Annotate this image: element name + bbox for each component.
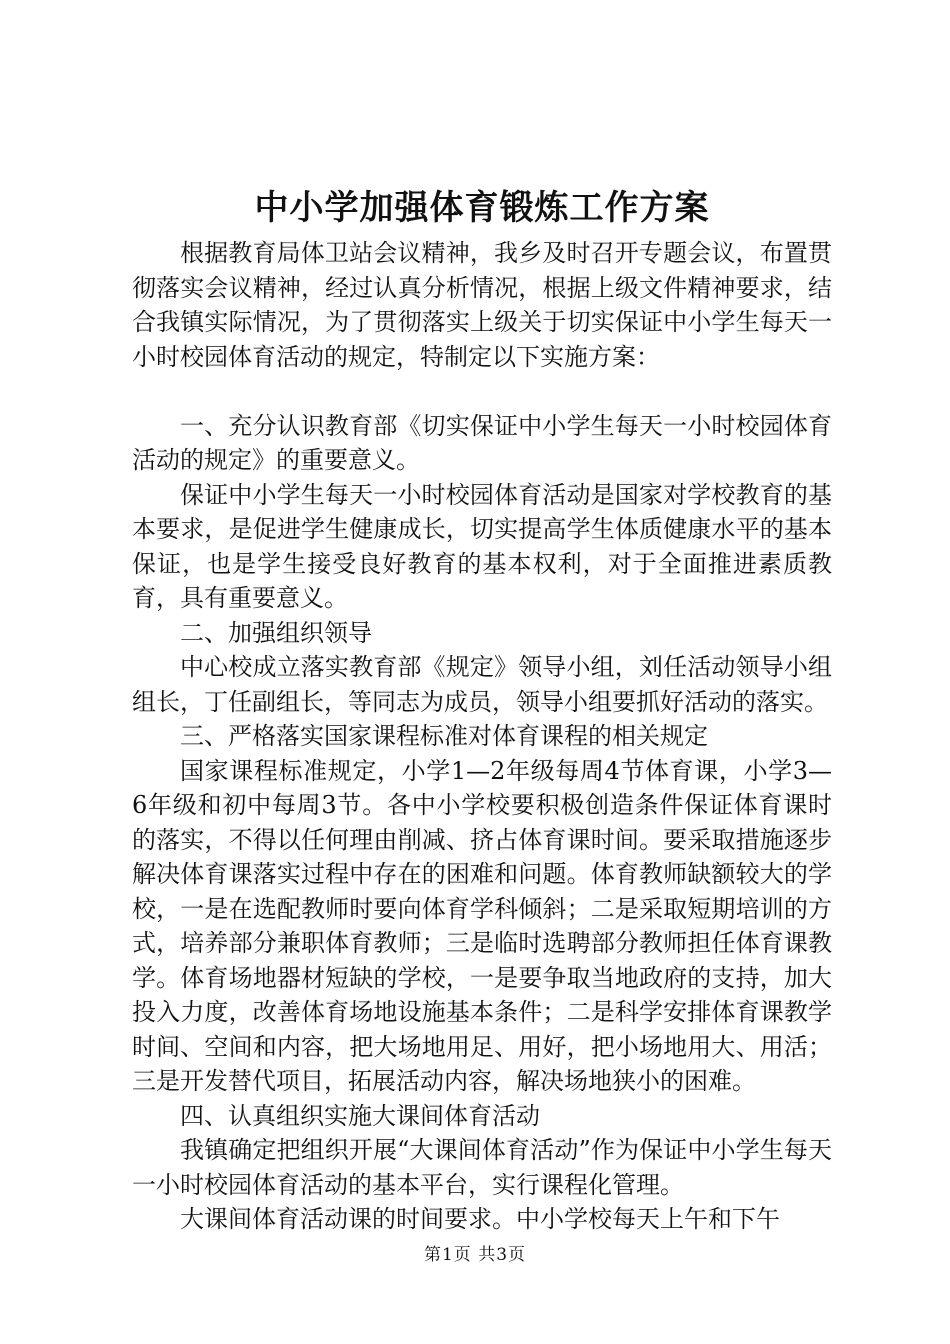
section-heading-2: 二、加强组织领导 <box>180 618 372 647</box>
section-heading-4: 四、认真组织实施大课间体育活动 <box>180 1101 540 1130</box>
section-heading-3: 三、严格落实国家课程标准对体育课程的相关规定 <box>180 722 708 750</box>
paragraph-intro: 根据教育局体卫站会议精神，我乡及时召开专题会议，布置贯彻落实会议精神，经过认真分析情况，根据上级文件精神要求，结合我镇实际情况，为了贯彻落实上级关于切实保证中小学生每天一小时校园体育活动的规定，特制定以下实施方案： <box>132 239 832 371</box>
paragraph-section-3: 国家课程标准规定，小学1—2年级每周4节体育课，小学3—6年级和初中每周3节。各中小学校要积极创造条件保证体育课时的落实，不得以任何理由削减、挤占体育课时间。要采取措施逐步解决体育课落实过程中存在的困难和问题。体育教师缺额较大的学校，一是在选配教师时要向体育学科倾斜；二是采取短期培训的方式，培养部分兼职体育教师；三是临时选聘部分教师担任体育课教学。体育场地器材短缺的学校，一是要争取当地政府的支持，加大投入力度，改善体育场地设施基本条件；二是科学安排体育课教学时间、空间和内容，把大场地用足、用好，把小场地用大、用活；三是开发替代项目，拓展活动内容，解决场地狭小的困难。 <box>132 756 832 1095</box>
document-title: 中小学加强体育锻炼工作方案 <box>254 188 710 228</box>
page-footer: 第1页 共3页 <box>423 1245 527 1265</box>
blank-line <box>132 374 832 409</box>
section-heading-1: 一、充分认识教育部《切实保证中小学生每天一小时校园体育活动的规定》的重要意义。 <box>132 411 832 474</box>
paragraph-section-4a: 我镇确定把组织开展“大课间体育活动”作为保证中小学生每天一小时校园体育活动的基本平台，实行课程化管理。 <box>132 1136 832 1199</box>
paragraph-section-4b: 大课间体育活动课的时间要求。中小学校每天上午和下午 <box>180 1205 780 1233</box>
paragraph-section-1: 保证中小学生每天一小时校园体育活动是国家对学校教育的基本要求，是促进学生健康成长，切实提高学生体质健康水平的基本保证，也是学生接受良好教育的基本权利，对于全面推进素质教育，具有重要意义。 <box>132 480 832 612</box>
document-page <box>132 182 832 1237</box>
paragraph-section-2: 中心校成立落实教育部《规定》领导小组，刘任活动领导小组组长，丁任副组长，等同志为成员，领导小组要抓好活动的落实。 <box>132 653 832 716</box>
